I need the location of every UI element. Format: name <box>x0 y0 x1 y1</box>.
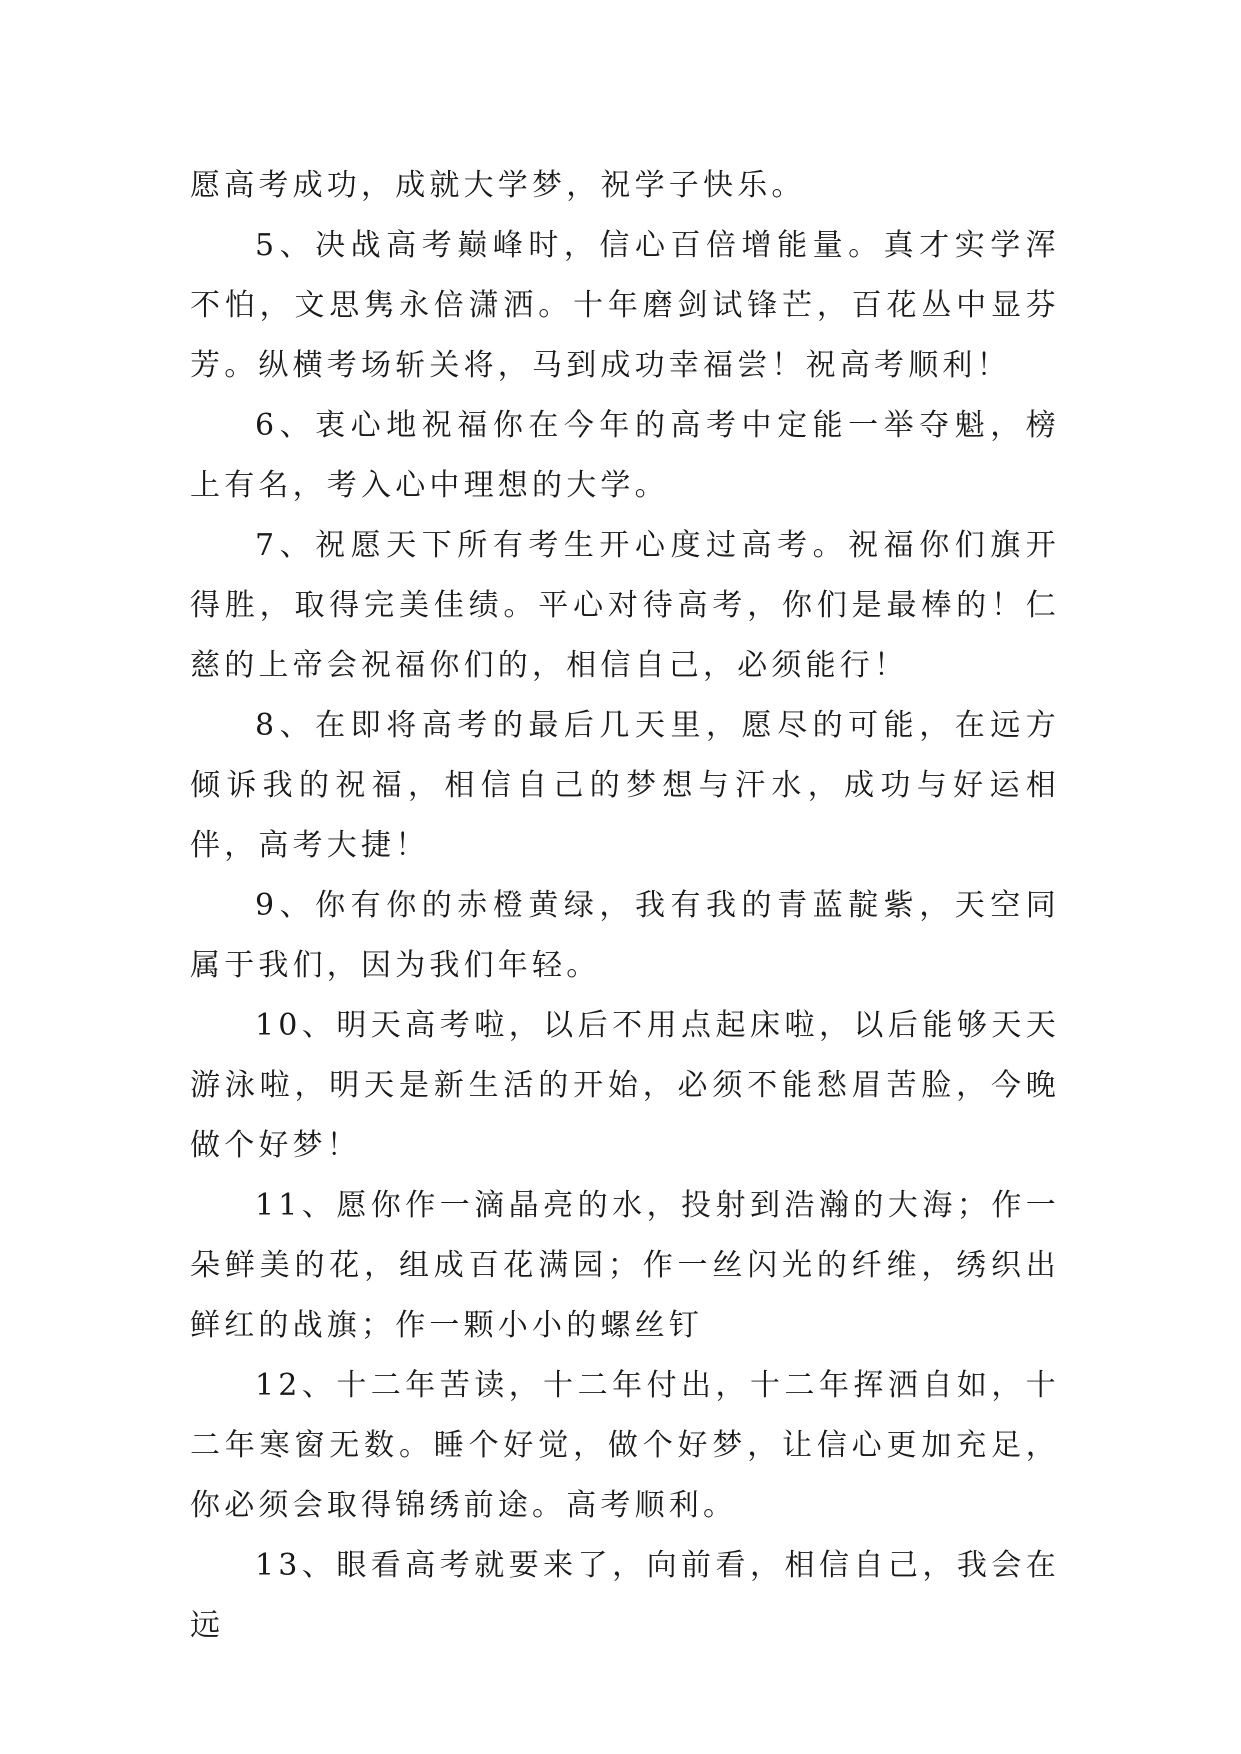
paragraph-item-8: 8、在即将高考的最后几天里，愿尽的可能，在远方倾诉我的祝福，相信自己的梦想与汗水，成功与好运相伴，高考大捷！ <box>190 708 1060 863</box>
paragraph-item-11: 11、愿你作一滴晶亮的水，投射到浩瀚的大海；作一朵鲜美的花，组成百花满园；作一丝闪光的纤维，绣织出鲜红的战旗；作一颗小小的螺丝钉 <box>190 1188 1060 1343</box>
paragraph-item-9: 9、你有你的赤橙黄绿，我有我的青蓝靛紫，天空同属于我们，因为我们年轻。 <box>190 888 1060 983</box>
document-body <box>190 156 1060 1656</box>
paragraph-item-13: 13、眼看高考就要来了，向前看，相信自己，我会在远 <box>190 1548 1060 1643</box>
paragraph-item-12: 12、十二年苦读，十二年付出，十二年挥洒自如，十二年寒窗无数。睡个好觉，做个好梦，让信心更加充足，你必须会取得锦绣前途。高考顺利。 <box>190 1368 1060 1523</box>
paragraph-item-7: 7、祝愿天下所有考生开心度过高考。祝福你们旗开得胜，取得完美佳绩。平心对待高考，你们是最棒的！仁慈的上帝会祝福你们的，相信自己，必须能行！ <box>190 528 1060 683</box>
paragraph-item-10: 10、明天高考啦，以后不用点起床啦，以后能够天天游泳啦，明天是新生活的开始，必须不能愁眉苦脸，今晚做个好梦！ <box>190 1008 1060 1163</box>
paragraph-continuation: 愿高考成功，成就大学梦，祝学子快乐。 <box>190 168 806 203</box>
paragraph-item-5: 5、决战高考巅峰时，信心百倍增能量。真才实学浑不怕，文思隽永倍潇洒。十年磨剑试锋芒，百花丛中显芬芳。纵横考场斩关将，马到成功幸福尝！祝高考顺利！ <box>190 228 1060 383</box>
paragraph-item-6: 6、衷心地祝福你在今年的高考中定能一举夺魁，榜上有名，考入心中理想的大学。 <box>190 408 1060 503</box>
